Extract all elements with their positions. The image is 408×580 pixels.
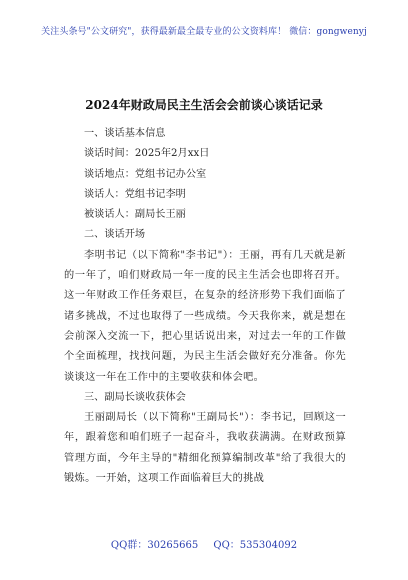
opening-paragraph: 李明书记（以下简称"李书记"）：王丽，再有几天就是新的一年了，咱们财政局一年一度的民主生活会也即将召开。这一年财政工作任务艰巨，在复杂的经济形势下我们面临了诸多挑战，不过也取得了一些成绩。今天我你来，就是想在会前深入交流一下，把心里话说出来，对过去一年的工作做个全面梳理，找找问题，为民主生活会做好充分准备。你先谈谈这一年在工作中的主要收获和体会吧。	[64, 249, 346, 383]
header-note: 关注头条号"公文研究"，获得最新最全最专业的公文资料库！ 微信：gongwenyj	[41, 27, 367, 37]
document-title: 2024年财政局民主生活会会前谈心谈话记录	[85, 98, 323, 112]
document-body	[64, 124, 346, 489]
section-heading-harvest: 三、副局长谈收获体会	[84, 391, 186, 403]
harvest-paragraph: 王丽副局长（以下简称"王副局长"）：李书记，回顾这一年，跟着您和咱们班子一起奋斗，我收获满满。在财政预算管理方面，今年主导的"精细化预算编制改革"给了我很大的锻炼。一开始，这项工作面临着巨大的挑战	[64, 412, 346, 485]
footer-qq-number: QQ：535304092	[213, 540, 298, 551]
footer-contact	[0, 536, 408, 551]
talk-place: 谈话地点：党组书记办公室	[84, 168, 207, 180]
talk-time: 谈话时间：2025年2月xx日	[84, 148, 210, 160]
talker: 谈话人：党组书记李明	[84, 188, 186, 200]
section-heading-opening: 二、谈话开场	[84, 229, 146, 241]
footer-qq-group: QQ群：30265665	[110, 540, 199, 551]
section-heading-basic-info: 一、谈话基本信息	[84, 128, 166, 139]
talkee: 被谈话人：副局长王丽	[84, 209, 186, 221]
